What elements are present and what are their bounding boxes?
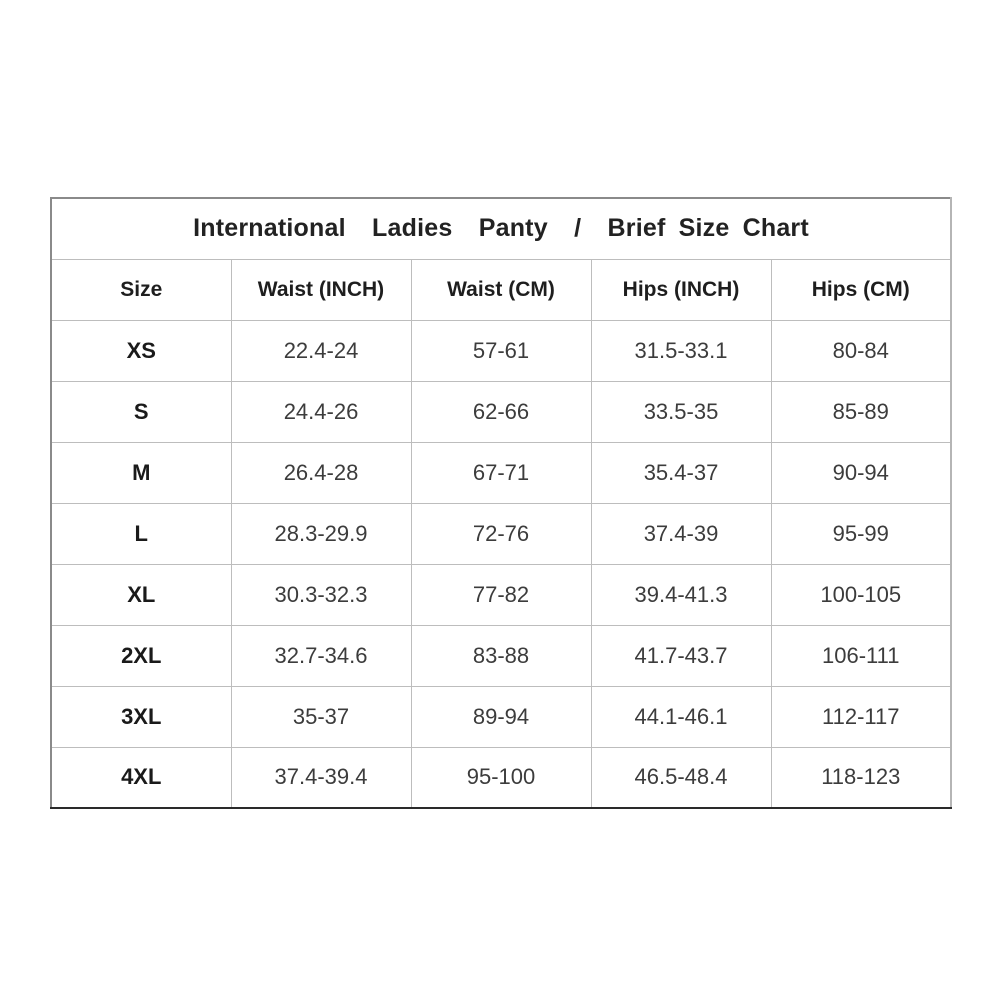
- waist-inch-cell: 24.4-26: [231, 381, 411, 442]
- hips-inch-cell: 41.7-43.7: [591, 625, 771, 686]
- waist-cm-cell: 72-76: [411, 503, 591, 564]
- header-row: [51, 259, 951, 320]
- hips-cm-cell: 106-111: [771, 625, 951, 686]
- waist-cm-cell: 89-94: [411, 686, 591, 747]
- table-row: [51, 686, 951, 747]
- waist-cm-cell: 67-71: [411, 442, 591, 503]
- size-cell: XL: [51, 564, 231, 625]
- waist-cm-cell: 77-82: [411, 564, 591, 625]
- column-header-waist-cm: Waist (CM): [411, 259, 591, 320]
- size-cell: 3XL: [51, 686, 231, 747]
- size-cell: S: [51, 381, 231, 442]
- table-row: [51, 442, 951, 503]
- waist-inch-cell: 37.4-39.4: [231, 747, 411, 808]
- hips-cm-cell: 100-105: [771, 564, 951, 625]
- column-header-waist-inch: Waist (INCH): [231, 259, 411, 320]
- table-row: [51, 381, 951, 442]
- hips-cm-cell: 90-94: [771, 442, 951, 503]
- table-row: [51, 564, 951, 625]
- size-cell: M: [51, 442, 231, 503]
- column-header-hips-cm: Hips (CM): [771, 259, 951, 320]
- table-row: [51, 747, 951, 808]
- size-cell: L: [51, 503, 231, 564]
- waist-cm-cell: 83-88: [411, 625, 591, 686]
- size-cell: 2XL: [51, 625, 231, 686]
- hips-inch-cell: 46.5-48.4: [591, 747, 771, 808]
- hips-inch-cell: 44.1-46.1: [591, 686, 771, 747]
- waist-cm-cell: 57-61: [411, 320, 591, 381]
- size-cell: 4XL: [51, 747, 231, 808]
- waist-inch-cell: 28.3-29.9: [231, 503, 411, 564]
- hips-inch-cell: 33.5-35: [591, 381, 771, 442]
- hips-inch-cell: 39.4-41.3: [591, 564, 771, 625]
- hips-cm-cell: 118-123: [771, 747, 951, 808]
- hips-inch-cell: 37.4-39: [591, 503, 771, 564]
- hips-cm-cell: 80-84: [771, 320, 951, 381]
- size-cell: XS: [51, 320, 231, 381]
- size-chart-table: [50, 197, 952, 809]
- title-row: [51, 198, 951, 259]
- waist-inch-cell: 22.4-24: [231, 320, 411, 381]
- hips-inch-cell: 35.4-37: [591, 442, 771, 503]
- hips-cm-cell: 112-117: [771, 686, 951, 747]
- column-header-hips-inch: Hips (INCH): [591, 259, 771, 320]
- waist-inch-cell: 32.7-34.6: [231, 625, 411, 686]
- chart-title: International Ladies Panty / Brief Size Chart: [51, 198, 951, 259]
- table-row: [51, 503, 951, 564]
- hips-inch-cell: 31.5-33.1: [591, 320, 771, 381]
- column-header-size: Size: [51, 259, 231, 320]
- hips-cm-cell: 85-89: [771, 381, 951, 442]
- waist-inch-cell: 35-37: [231, 686, 411, 747]
- waist-cm-cell: 95-100: [411, 747, 591, 808]
- waist-inch-cell: 30.3-32.3: [231, 564, 411, 625]
- hips-cm-cell: 95-99: [771, 503, 951, 564]
- table-row: [51, 625, 951, 686]
- waist-cm-cell: 62-66: [411, 381, 591, 442]
- waist-inch-cell: 26.4-28: [231, 442, 411, 503]
- table-row: [51, 320, 951, 381]
